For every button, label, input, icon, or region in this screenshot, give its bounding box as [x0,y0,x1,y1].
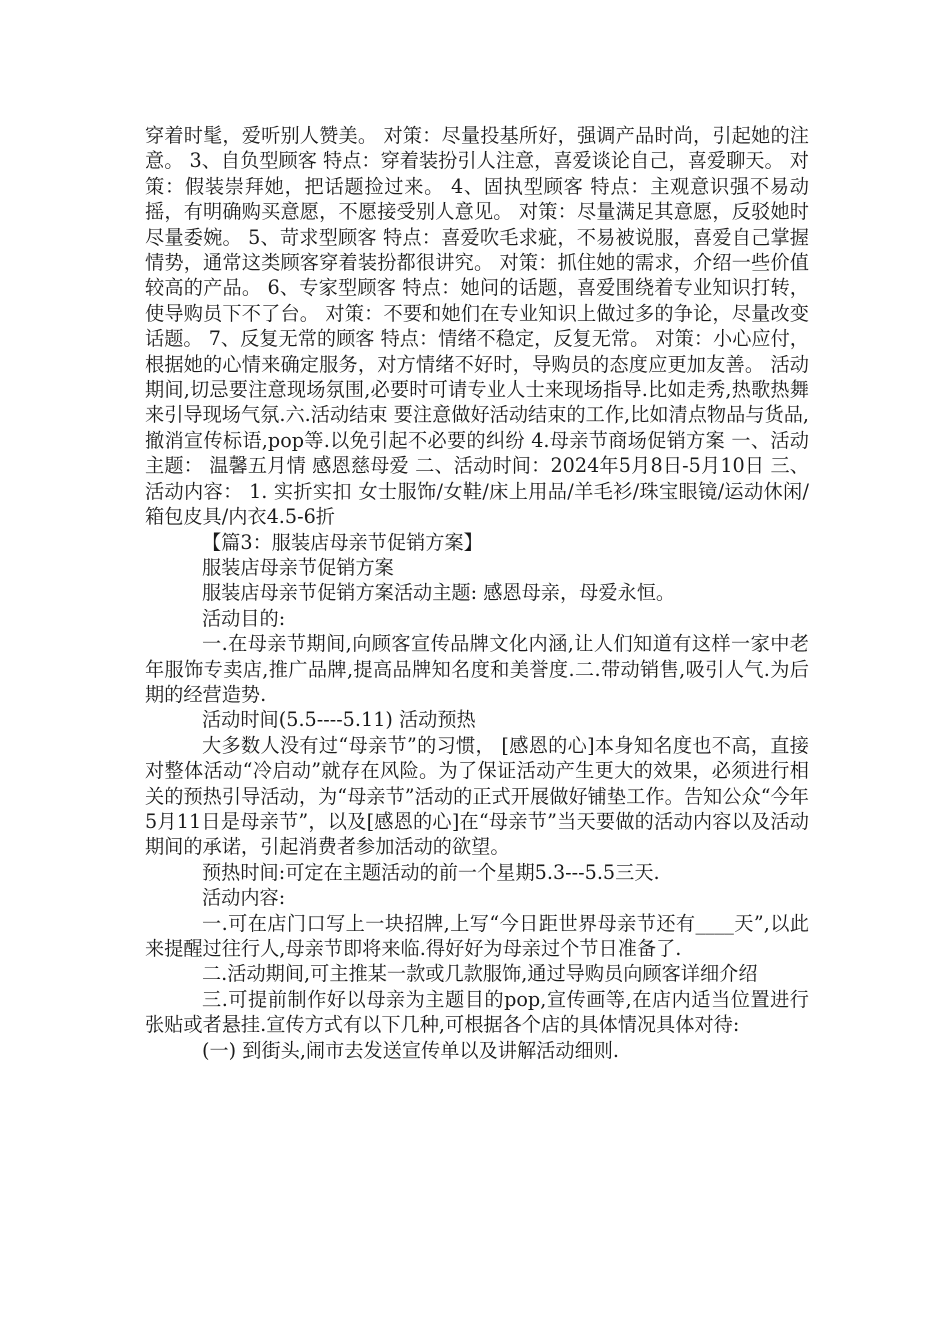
paragraph-purpose: 一.在母亲节期间,向顾客宣传品牌文化内涵,让人们知道有这样一家中老年服饰专卖店,推广品牌,提高品牌知名度和美誉度.二.带动销售,吸引人气.为后期的经营造势. [145,632,809,706]
document-title: 服装店母亲节促销方案 [202,555,394,579]
paragraph-item-3: 三.可提前制作好以母亲为主题目的pop,宣传画等,在店内适当位置进行张贴或者悬挂.宣传方式有以下几种,可根据各个店的具体情况具体对待: [145,987,809,1037]
section-heading: 【篇3：服装店母亲节促销方案】 [202,530,483,554]
paragraph-item-1: 一.可在店门口写上一块招牌,上写“今日距世界母亲节还有____天”,以此来提醒过往行人,母亲节即将来临.得好好为母亲过个节日准备了. [145,911,809,960]
paragraph-content-label: 活动内容: [202,886,286,910]
paragraph-item-3-1: (一) 到街头,闹市去发送宣传单以及讲解活动细则. [202,1038,620,1062]
paragraph-customer-types: 穿着时髦，爱听别人赞美。 对策：尽量投基所好，强调产品时尚，引起她的注意。 3、自负型顾客 特点：穿着装扮引人注意，喜爱谈论自己，喜爱聊天。 对策：假装崇拜她，把话题捡过来。 4、固执型顾客 特点：主观意识强不易动摇，有明确购买意愿，不愿接受别人意见。 对策：尽量满足其意愿，反驳她时尽量委婉。 5、苛求型顾客 特点：喜爱吹毛求疵，不易被说服，喜爱自己掌握情势，通常这类顾客穿着装扮都很讲究。 对策：抓住她的需求，介绍一些价值较高的产品。 6、专家型顾客 特点：她问的话题，喜爱围绕着专业知识打转，使导购员下不了台。 对策：不要和她们在专业知识上做过多的争论，尽量改变话题。 7、反复无常的顾客 特点：情绪不稳定，反复无常。 对策：小心应付，根据她的心情来确定服务，对方情绪不好时，导购员的态度应更加友善。 活动期间,切忌要注意现场氛围,必要时可请专业人士来现场指导.比如走秀,热歌热舞来引导现场气氛.六.活动结束 要注意做好活动结束的工作,比如清点物品与货品,撤消宣传标语,pop等.以免引起不必要的纠纷 4.母亲节商场促销方案 一、活动主题： 温馨五月情 感恩慈母爱 二、活动时间：2024年5月8日-5月10日 三、活动内容： 1. 实折实扣 女士服饰/女鞋/床上用品/羊毛衫/珠宝眼镜/运动休闲/箱包皮具/内衣4.5-6折 [145,124,809,529]
paragraph-item-2: 二.活动期间,可主推某一款或几款服饰,通过导购员向顾客详细介绍 [202,962,758,986]
document-page [145,123,809,1063]
paragraph-warmup: 大多数人没有过“母亲节”的习惯， [感恩的心]本身知名度也不高，直接对整体活动“冷启动”就存在风险。为了保证活动产生更大的效果，必须进行相关的预热引导活动，为“母亲节”活动的正式开展做好铺垫工作。告知公众“今年5月11日是母亲节”，以及[感恩的心]在“母亲节”当天要做的活动内容以及活动期间的承诺，引起消费者参加活动的欲望。 [145,733,809,859]
paragraph-time: 活动时间(5.5----5.11) 活动预热 [202,708,476,732]
paragraph-warmup-time: 预热时间:可定在主题活动的前一个星期5.3---5.5三天. [202,860,660,884]
paragraph-purpose-label: 活动目的: [202,606,286,630]
paragraph-theme: 服装店母亲节促销方案活动主题: 感恩母亲，母爱永恒。 [202,581,676,605]
